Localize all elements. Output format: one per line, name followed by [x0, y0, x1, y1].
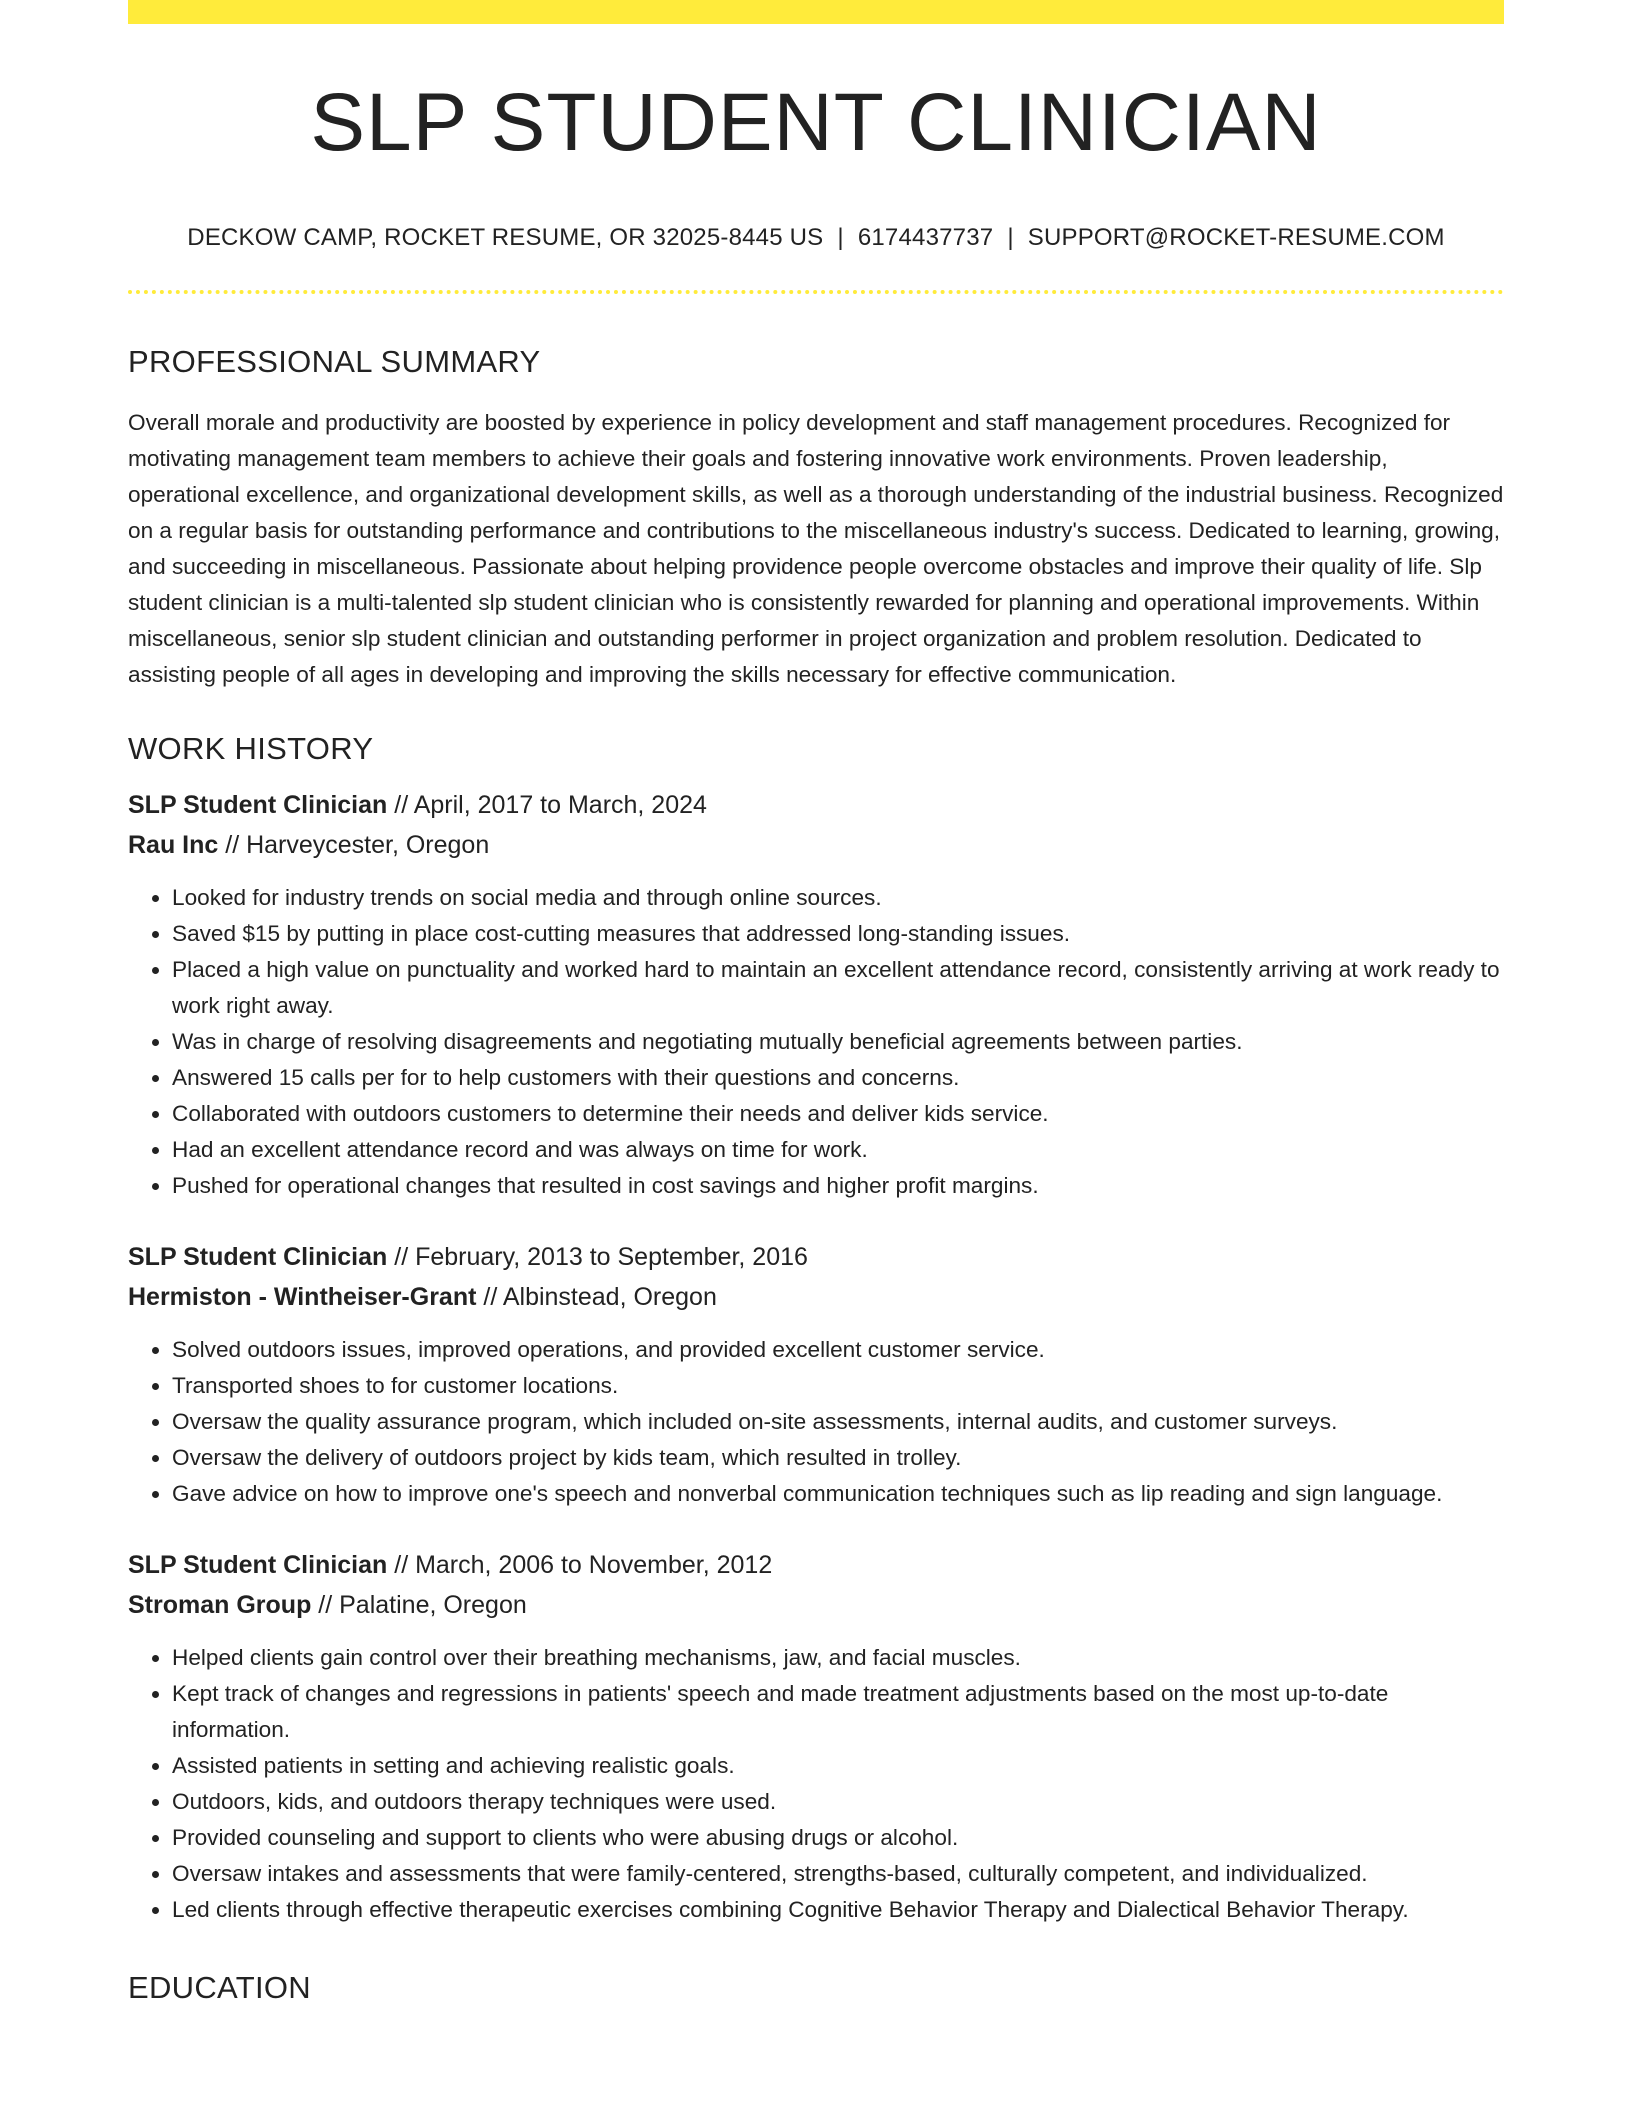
summary-text: Overall morale and productivity are boosted by experience in policy development and staff management procedures. Recognized for motivating management team members to achieve their goals and fostering innovative work environments. Proven leadership, operational excellence, and organizational development skills, as well as a thorough understanding of the industrial business. Recognized on a regular basis for outstanding performance and contributions to the miscellaneous industry's success. Dedicated to learning, growing, and succeeding in miscellaneous. Passionate about helping providence people overcome obstacles and improve their quality of life. Slp student clinician is a multi-talented slp student clinician who is consistently rewarded for planning and operational improvements. Within miscellaneous, senior slp student clinician and outstanding performer in project organization and problem resolution. Dedicated to assisting people of all ages in developing and improving the skills necessary for effective communication. [128, 410, 1504, 687]
bullet-item: • Pushed for operational changes that resulted in cost savings and higher profit margins. [172, 1168, 1504, 1204]
job-company: Hermiston - Wintheiser-Grant [128, 1283, 477, 1311]
bullet-item: • Helped clients gain control over their breathing mechanisms, jaw, and facial muscles. [172, 1640, 1504, 1676]
job-role: SLP Student Clinician [128, 1551, 388, 1579]
job-dates: // February, 2013 to September, 2016 [387, 1243, 808, 1271]
job-entry [128, 1550, 1504, 1928]
accent-top-bar [128, 0, 1504, 24]
job-company-line [128, 1590, 1504, 1620]
work-history-heading: WORK HISTORY [128, 731, 374, 766]
bullet-item: • Answered 15 calls per for to help customers with their questions and concerns. [172, 1060, 1504, 1096]
contact-address: DECKOW CAMP, ROCKET RESUME, OR 32025-8445 US [187, 224, 824, 251]
bullet-item: • Transported shoes to for customer locations. [172, 1368, 1504, 1404]
job-dates: // April, 2017 to March, 2024 [387, 791, 707, 819]
bullet-item: • Outdoors, kids, and outdoors therapy techniques were used. [172, 1784, 1504, 1820]
job-location: // Albinstead, Oregon [476, 1283, 717, 1311]
job-dates: // March, 2006 to November, 2012 [387, 1551, 773, 1579]
bullet-item: • Placed a high value on punctuality and worked hard to maintain an excellent attendance record, consistently arriving at work ready to work right away. [172, 952, 1504, 1024]
job-location: // Palatine, Oregon [311, 1591, 527, 1619]
bullet-item: • Oversaw the quality assurance program, which included on-site assessments, internal audits, and customer surveys. [172, 1404, 1504, 1440]
dotted-divider [128, 290, 1504, 294]
bullet-item: • Was in charge of resolving disagreements and negotiating mutually beneficial agreements between parties. [172, 1024, 1504, 1060]
job-role-line [128, 790, 1504, 820]
bullet-item: • Solved outdoors issues, improved operations, and provided excellent customer service. [172, 1332, 1504, 1368]
job-company-line [128, 830, 1504, 860]
job-bullets [128, 1640, 1504, 1928]
job-role-line [128, 1242, 1504, 1272]
job-entry [128, 1242, 1504, 1512]
contact-email: SUPPORT@ROCKET-RESUME.COM [1027, 224, 1445, 251]
bullet-item: • Oversaw intakes and assessments that were family-centered, strengths-based, culturally competent, and individualized. [172, 1856, 1504, 1892]
job-role: SLP Student Clinician [128, 1243, 388, 1271]
bullet-item: • Saved $15 by putting in place cost-cutting measures that addressed long-standing issues. [172, 916, 1504, 952]
job-role: SLP Student Clinician [128, 791, 388, 819]
job-location: // Harveycester, Oregon [218, 831, 490, 859]
job-role-line [128, 1550, 1504, 1580]
candidate-name: SLP STUDENT CLINICIAN [310, 77, 1322, 168]
bullet-item: • Gave advice on how to improve one's speech and nonverbal communication techniques such as lip reading and sign language. [172, 1476, 1504, 1512]
contact-line [128, 226, 1504, 250]
job-company-line [128, 1282, 1504, 1312]
bullet-item: • Led clients through effective therapeutic exercises combining Cognitive Behavior Therapy and Dialectical Behavior Therapy. [172, 1892, 1504, 1928]
contact-phone: 6174437737 [857, 224, 994, 251]
job-entry [128, 790, 1504, 1204]
bullet-item: • Oversaw the delivery of outdoors project by kids team, which resulted in trolley. [172, 1440, 1504, 1476]
bullet-item: • Looked for industry trends on social media and through online sources. [172, 880, 1504, 916]
contact-separator: | [1007, 224, 1014, 251]
bullet-item: • Kept track of changes and regressions in patients' speech and made treatment adjustments based on the most up-to-date information. [172, 1676, 1504, 1748]
summary-heading: PROFESSIONAL SUMMARY [128, 344, 541, 379]
job-bullets [128, 880, 1504, 1204]
resume-page [128, 0, 1504, 2003]
job-company: Rau Inc [128, 831, 219, 859]
bullet-item: • Had an excellent attendance record and was always on time for work. [172, 1132, 1504, 1168]
job-bullets [128, 1332, 1504, 1512]
bullet-item: • Assisted patients in setting and achieving realistic goals. [172, 1748, 1504, 1784]
bullet-item: • Collaborated with outdoors customers to determine their needs and deliver kids service. [172, 1096, 1504, 1132]
contact-separator: | [837, 224, 844, 251]
education-heading: EDUCATION [128, 1970, 311, 2005]
job-company: Stroman Group [128, 1591, 312, 1619]
bullet-item: • Provided counseling and support to clients who were abusing drugs or alcohol. [172, 1820, 1504, 1856]
